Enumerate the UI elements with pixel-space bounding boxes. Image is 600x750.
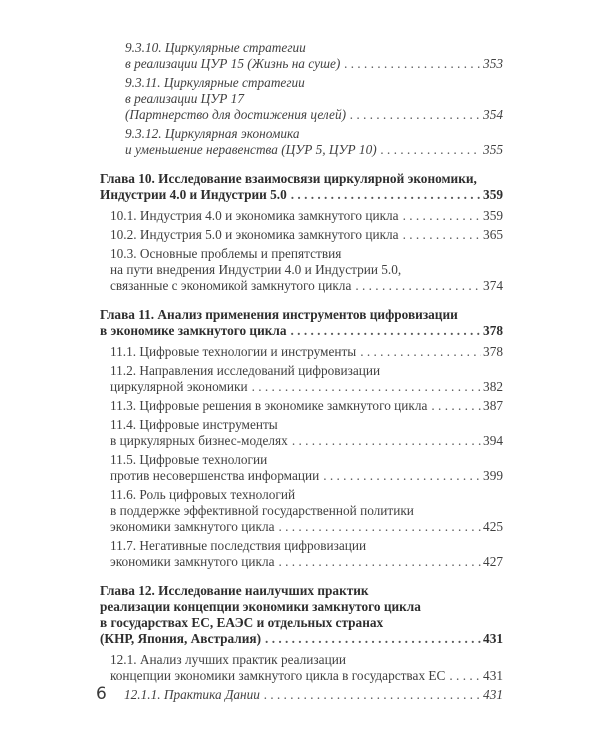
dot-leader [350, 107, 481, 123]
toc-page-number: 365 [483, 227, 503, 242]
toc-entry-title-line: в реализации ЦУР 17 [125, 91, 244, 106]
toc-entry-title-line: 10.2. Индустрия 5.0 и экономика замкнутого цикла [110, 227, 399, 242]
toc-entry-sub [125, 40, 503, 72]
dot-leader [265, 631, 481, 647]
toc-entry-section [110, 538, 503, 570]
toc-entry-sub2 [124, 687, 503, 703]
toc-entry-last-line [125, 142, 503, 158]
toc-entry-section [110, 208, 503, 224]
toc-entry-title-line: 9.3.11. Циркулярные стратегии [125, 75, 305, 90]
toc-page-number: 431 [483, 668, 503, 683]
toc-entry-section [110, 246, 503, 294]
toc-entry-title-line: Глава 12. Исследование наилучших практик [100, 583, 369, 598]
toc-entry-chapter [100, 307, 503, 339]
dot-leader [292, 433, 481, 449]
dot-leader [291, 187, 481, 203]
toc-page-number: 374 [483, 278, 503, 293]
toc-page-number: 425 [483, 519, 503, 534]
toc-entry-title-line: Индустрии 4.0 и Индустрии 5.0 [100, 187, 287, 202]
toc-page-number: 378 [483, 344, 503, 359]
toc-entry-section [110, 398, 503, 414]
toc-entry-title-line: 10.1. Индустрия 4.0 и экономика замкнутого цикла [110, 208, 399, 223]
toc-entry-title-line: 11.1. Цифровые технологии и инструменты [110, 344, 357, 359]
dot-leader [264, 687, 481, 703]
toc-entry-title-line: 11.4. Цифровые инструменты [110, 417, 278, 432]
dot-leader [278, 519, 481, 535]
toc-entry-last-line [110, 398, 503, 414]
dot-leader [431, 398, 481, 414]
toc-entry-title-line: в реализации ЦУР 15 (Жизнь на суше) [125, 56, 341, 71]
page-number: 6 [96, 684, 107, 704]
toc-entry-title-line: 12.1.1. Практика Дании [124, 687, 260, 702]
toc-entry-last-line [110, 344, 503, 360]
toc-entry-title-line: 10.3. Основные проблемы и препятствия [110, 246, 342, 261]
toc-entry-last-line [110, 668, 503, 684]
toc-entry-last-line [110, 227, 503, 243]
toc-entry-section [110, 417, 503, 449]
toc-entry-sub [125, 126, 503, 158]
toc-entry-title-line: связанные с экономикой замкнутого цикла [110, 278, 352, 293]
toc-entry-title-line: реализации концепции экономики замкнутого цикла [100, 599, 421, 614]
toc-entry-last-line [110, 433, 503, 449]
toc-entry-section [110, 487, 503, 535]
toc-entry-title-line: 11.5. Цифровые технологии [110, 452, 268, 467]
dot-leader [403, 227, 481, 243]
dot-leader [344, 56, 481, 72]
toc-entry-section [110, 652, 503, 684]
dot-leader [403, 208, 481, 224]
toc-entry-title-line: 11.2. Направления исследований цифровизации [110, 363, 381, 378]
toc-entry-title-line: и уменьшение неравенства (ЦУР 5, ЦУР 10) [125, 142, 377, 157]
toc-entry-section [110, 227, 503, 243]
toc-entry-chapter [100, 171, 503, 203]
toc-entry-last-line [110, 554, 503, 570]
toc-entry-title-line: на пути внедрения Индустрии 4.0 и Индустрии 5.0, [110, 262, 402, 277]
toc-page-number: 355 [483, 142, 503, 157]
toc-entry-title-line: экономики замкнутого цикла [110, 554, 275, 569]
toc-entry-title-line: 9.3.12. Циркулярная экономика [125, 126, 300, 141]
toc-entry-title-line: циркулярной экономики [110, 379, 248, 394]
toc-entry-last-line [125, 56, 503, 72]
toc-entry-sub [125, 75, 503, 123]
toc-entry-last-line [110, 519, 503, 535]
toc-page-number: 378 [483, 323, 503, 338]
toc-entry-last-line [125, 107, 503, 123]
toc-entry-title-line: 9.3.10. Циркулярные стратегии [125, 40, 306, 55]
toc-page-number: 431 [483, 687, 503, 702]
toc-entry-title-line: 11.3. Цифровые решения в экономике замкнутого цикла [110, 398, 428, 413]
toc-entry-title-line: экономики замкнутого цикла [110, 519, 275, 534]
toc-entry-last-line [100, 631, 503, 647]
toc-page-number: 431 [483, 631, 503, 646]
toc-entry-last-line [100, 187, 503, 203]
toc-entry-title-line: в поддержке эффективной государственной политики [110, 503, 414, 518]
toc-entry-title-line: Глава 11. Анализ применения инструментов цифровизации [100, 307, 458, 322]
toc-entry-last-line [110, 208, 503, 224]
toc-entry-title-line: в циркулярных бизнес-моделях [110, 433, 288, 448]
toc-page-number: 354 [483, 107, 503, 122]
toc-entry-title-line: (Партнерство для достижения целей) [125, 107, 347, 122]
dot-leader [252, 379, 481, 395]
dot-leader [381, 142, 481, 158]
toc-entry-title-line: Глава 10. Исследование взаимосвязи циркулярной экономики, [100, 171, 477, 186]
toc-page-number: 359 [483, 187, 503, 202]
toc-page-number: 382 [483, 379, 503, 394]
toc-entry-section [110, 344, 503, 360]
toc-page-number: 394 [483, 433, 503, 448]
toc-entry-last-line [124, 687, 503, 703]
toc-page-number: 359 [483, 208, 503, 223]
toc-entry-chapter [100, 583, 503, 647]
toc-entry-last-line [110, 468, 503, 484]
table-of-contents [100, 40, 503, 706]
dot-leader [360, 344, 481, 360]
dot-leader [323, 468, 481, 484]
toc-entry-title-line: против несовершенства информации [110, 468, 320, 483]
toc-entry-title-line: в государствах ЕС, ЕАЭС и отдельных странах [100, 615, 384, 630]
dot-leader [355, 278, 481, 294]
toc-entry-last-line [100, 323, 503, 339]
toc-page-number: 387 [483, 398, 503, 413]
dot-leader [449, 668, 481, 684]
toc-entry-title-line: концепции экономики замкнутого цикла в государствах ЕС [110, 668, 446, 683]
toc-entry-title-line: в экономике замкнутого цикла [100, 323, 287, 338]
toc-entry-title-line: 11.6. Роль цифровых технологий [110, 487, 296, 502]
toc-entry-title-line: 11.7. Негативные последствия цифровизации [110, 538, 367, 553]
toc-entry-title-line: 12.1. Анализ лучших практик реализации [110, 652, 346, 667]
toc-entry-last-line [110, 379, 503, 395]
toc-page-number: 399 [483, 468, 503, 483]
toc-entry-last-line [110, 278, 503, 294]
dot-leader [278, 554, 481, 570]
toc-page-number: 427 [483, 554, 503, 569]
dot-leader [291, 323, 482, 339]
toc-entry-section [110, 363, 503, 395]
toc-entry-title-line: (КНР, Япония, Австралия) [100, 631, 262, 646]
toc-page-number: 353 [483, 56, 503, 71]
toc-entry-section [110, 452, 503, 484]
